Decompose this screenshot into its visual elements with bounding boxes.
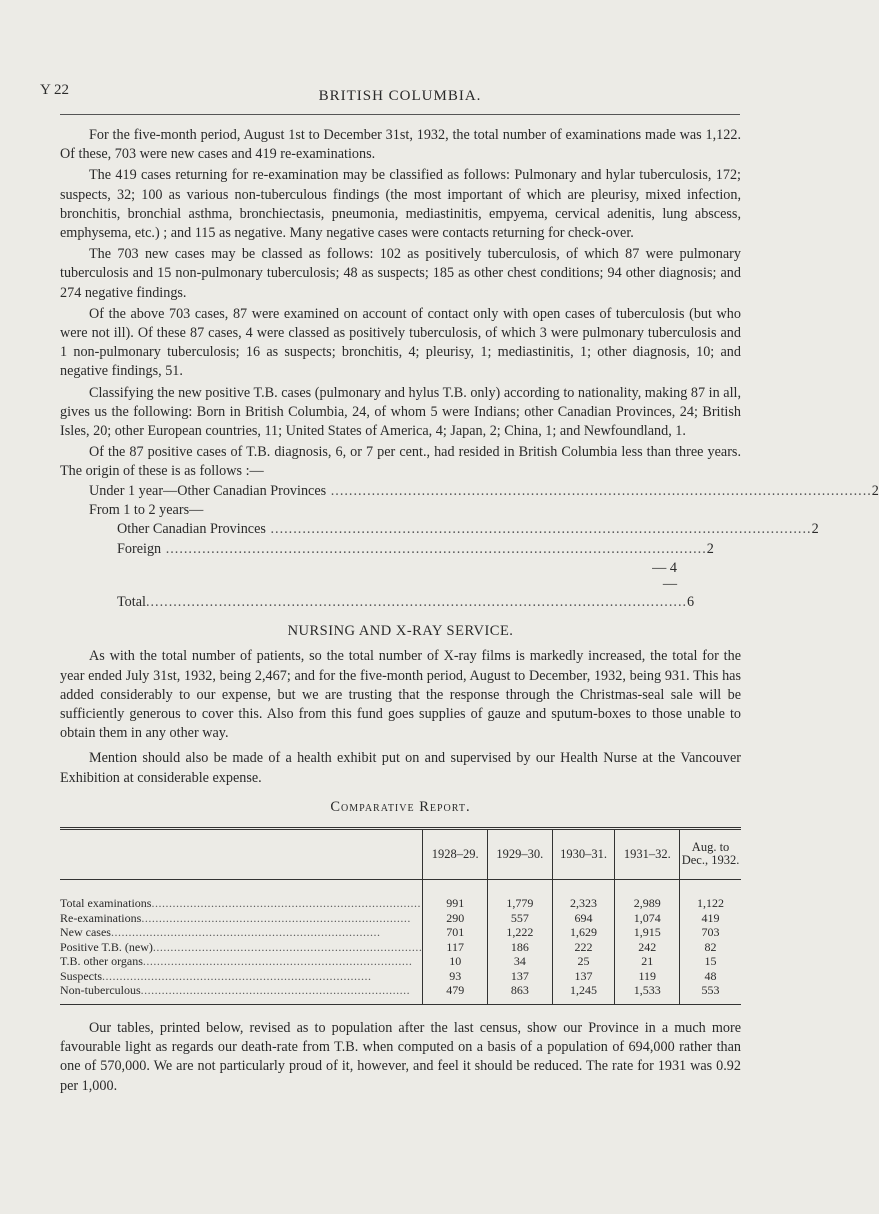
table-cell: 553 [701,983,720,998]
column-header: 1931–32. [615,830,680,880]
table-row [60,969,741,984]
row-label [60,983,423,1004]
leader-dots: ............................................................................. [142,954,413,969]
table-row [60,983,741,1004]
table-header-row [60,830,741,880]
origin-value: 2 [811,521,819,538]
paragraph: The 703 new cases may be classed as follows: 102 as positively tuberculosis, of which 87 were pulmonary tuberculosis and 15 non-pulmonary tuberculosis; 48 as suspects; 185 as other chest conditions; 94 other diagnosis; and 274 negative findings. [60,246,741,301]
row-label [60,925,423,940]
table-cell: 1,779 [488,879,553,910]
table-cell: 10 [423,954,488,969]
table-cell: 1,915 [615,925,680,940]
leader-dots: ....................................................................................................................... [161,540,707,557]
table-cell: 15 [704,954,717,969]
leader-dots: ............................................................................. [102,968,372,983]
row-label-text: Non-tuberculous [60,983,141,998]
table-cell: 991 [423,879,488,910]
table-row [60,940,741,955]
table-cell: 137 [552,969,615,984]
row-label [60,954,423,969]
column-header: Aug. to Dec., 1932. [680,830,741,880]
table-heading: Comparative Report. [330,798,471,815]
origin-value: 2 [706,540,714,557]
table-cell: 694 [552,911,615,926]
table-cell: 117 [423,940,488,955]
origin-row [89,501,741,520]
page-number: Y 22 [40,82,70,98]
leader-dots: ............................................................................. [151,895,421,910]
table-cell: 1,222 [488,925,553,940]
table-cell: 242 [615,940,680,955]
paragraph: Mention should also be made of a health exhibit put on and supervised by our Health Nurse at the Vancouver Exhibition at considerable expense. [60,750,741,786]
table-row [60,879,741,910]
table-cell: 93 [423,969,488,984]
table-cell: 119 [615,969,680,984]
table-cell: 21 [615,954,680,969]
table-cell: 48 [704,968,717,983]
column-header-blank [60,830,423,880]
table-cell: 557 [488,911,553,926]
paragraph: Of the 87 positive cases of T.B. diagnosis, 6, or 7 per cent., had resided in British Columbia less than three years. The origin of these is as follows :— [60,444,741,480]
row-label [60,879,423,910]
origin-list [60,482,879,612]
table-row [60,911,741,926]
row-label-text: New cases [60,925,111,940]
row-label-text: Positive T.B. (new) [60,939,153,954]
table-cell: 701 [423,925,488,940]
table-cell: 290 [423,911,488,926]
row-label [60,911,423,926]
table-cell: 863 [488,983,553,1004]
table-cell: 222 [552,940,615,955]
paragraph: For the five-month period, August 1st to December 31st, 1932, the total number of examinations made was 1,122. Of these, 703 were new cases and 419 re-examinations. [60,127,741,163]
running-title: BRITISH COLUMBIA. [318,88,482,104]
paragraph: As with the total number of patients, so the total number of X-ray films is markedly increased, the total for the year ended July 31st, 1932, being 2,467; and for the five-month period, August to December, 1932, being 931. This has added considerably to our expense, but we are trusting that the response through the Christmas-seal sale will be sufficiently generous to cover this. Also from this fund goes supplies of gauze and sputum-boxes to those unable to obtain them in any other way. [60,648,741,742]
table-cell: 25 [552,954,615,969]
leader-dots: ............................................................................. [141,910,411,925]
origin-row [89,482,879,501]
paragraph: Classifying the new positive T.B. cases (pulmonary and hylus T.B. only) according to nationality, making 87 in all, gives us the following: Born in British Columbia, 24, of whom 5 were Indians; other Canadian Provinces, 24; British Isles, 20; other European countries, 11; United States of America, 4; Japan, 2; China, 1; and Newfoundland, 1. [60,384,741,440]
body-text [60,126,879,1096]
table-row [60,925,741,940]
row-label [60,969,423,984]
row-label-text: Suspects [60,968,102,983]
column-header: 1928–29. [423,830,488,880]
row-label-text: T.B. other organs [60,954,143,969]
origin-row [117,520,819,539]
origin-label: Foreign [117,540,162,557]
origin-row [117,540,714,559]
origin-label: Other Canadian Provinces [117,521,266,538]
table-cell: 82 [704,939,717,954]
leader-dots: ....................................................................................................................... [326,482,872,499]
comparative-report-table [60,827,741,1005]
table-cell: 2,323 [552,879,615,910]
origin-rule: — [662,575,677,592]
table-cell: 34 [488,954,553,969]
origin-value: 2 [871,482,879,499]
table-cell: 1,122 [697,895,725,910]
table-cell: 1,629 [552,925,615,940]
table-cell: 1,245 [552,983,615,1004]
leader-dots: ....................................................................................................................... [145,593,688,610]
comparative-table [60,830,741,1004]
leader-dots: ....................................................................................................................... [265,521,812,538]
paragraph: Of the above 703 cases, 87 were examined on account of contact only with open cases of tuberculosis (but who were not ill). Of these 87 cases, 4 were classed as positively tuberculosis, of which 3 were pulmonary tuberculosis and 1 non-pulmonary tuberculosis; 16 as suspects; bronchitis, 4; pleurisy, 1; mediastinitis, 1; other diagnosis, 10; and negative findings, 51. [60,305,741,380]
table-cell: 703 [701,925,720,940]
origin-label: From 1 to 2 years— [89,502,204,519]
table-cell: 137 [488,969,553,984]
table-cell: 186 [488,940,553,955]
row-label-text: Total examinations [60,895,152,910]
leader-dots: ............................................................................. [110,925,381,940]
origin-total-label: Total [117,593,146,610]
paragraph: Our tables, printed below, revised as to population after the last census, show our Province in a much more favourable light as regards our death-rate from T.B. when computed on a basis of a population of 694,000 rather than one of 570,000. We are not particularly proud of it, however, and feel it should be reduced. The rate for 1931 was 0.92 per 1,000. [60,1020,741,1094]
leader-dots: ............................................................................. [152,939,423,954]
origin-rule-row [117,575,677,592]
leader-dots: ............................................................................. [140,983,411,998]
row-label-text: Re-examinations [60,910,142,925]
table-cell: 1,533 [615,983,680,1004]
row-label [60,940,423,955]
origin-subtotal: — 4 [652,560,677,577]
origin-total-row [117,593,695,612]
table-cell: 479 [423,983,488,1004]
column-header: 1930–31. [552,830,615,880]
table-cell: 419 [701,910,720,925]
paragraph: The 419 cases returning for re-examination may be classified as follows: Pulmonary and hylar tuberculosis, 172; suspects, 32; 100 as various non-tuberculous findings (the most important of which are pleurisy, mixed infection, bronchitis, bronchial asthma, bronchiectasis, pneumonia, mediastinitis, empyema, cervical adenitis, lung abscess, emphysema, etc.) ; and 115 as negative. Many negative cases were contacts returning for check-over. [60,167,741,242]
origin-label: Under 1 year—Other Canadian Provinces [89,482,327,499]
table-row [60,954,741,969]
header-rule [60,114,740,115]
origin-total-value: 6 [687,593,695,610]
table-cell: 1,074 [615,911,680,926]
origin-subtotal-row [117,559,677,578]
table-cell: 2,989 [615,879,680,910]
column-header: 1929–30. [488,830,553,880]
section-heading: NURSING AND X-RAY SERVICE. [287,623,514,640]
